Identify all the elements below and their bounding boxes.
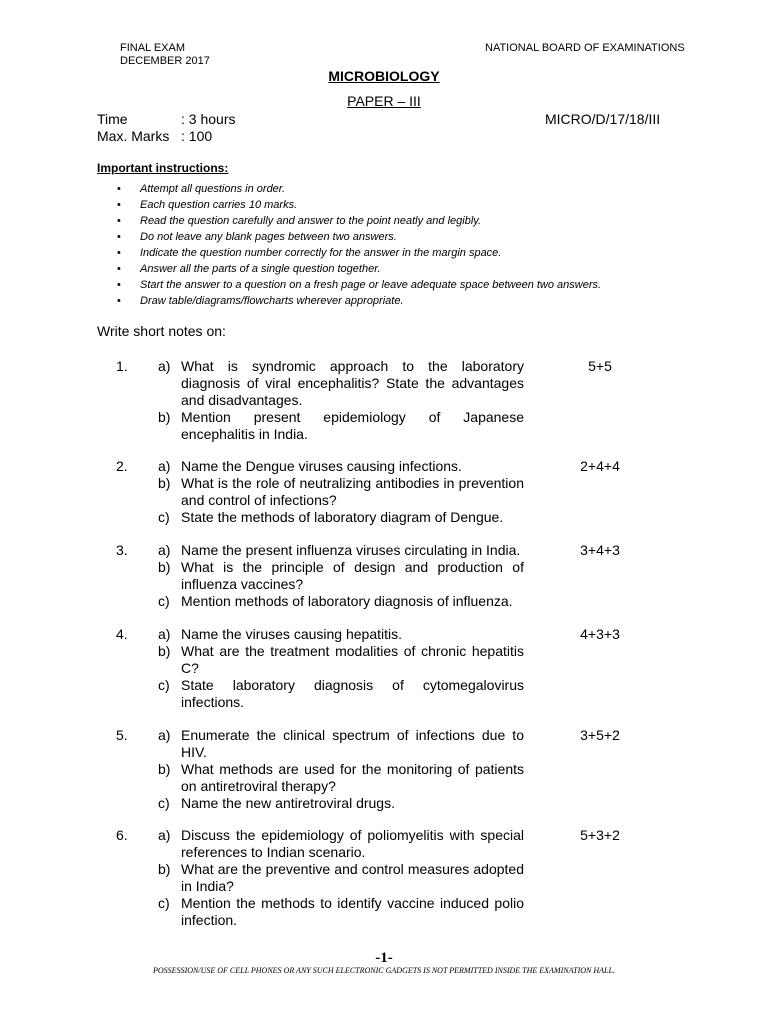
question-parts [158, 827, 524, 929]
time-label: Time [97, 111, 128, 127]
exam-session: DECEMBER 2017 [120, 55, 210, 67]
question-number: 3. [116, 542, 128, 558]
question-marks: 5+5 [588, 358, 612, 374]
bullet-icon: • [117, 199, 121, 211]
board-name: NATIONAL BOARD OF EXAMINATIONS [485, 42, 685, 54]
question-part: c) Mention methods of laboratory diagnosis of influenza. [158, 593, 513, 609]
question-part: a) Discuss the epidemiology of poliomyelitis with special references to Indian scenario. [158, 827, 524, 860]
question-number: 5. [116, 727, 128, 743]
bullet-icon: • [117, 183, 121, 195]
question-parts [158, 727, 524, 812]
question-part: a) Name the Dengue viruses causing infections. [158, 458, 462, 474]
exam-header-left [120, 42, 210, 68]
bullet-icon: • [117, 263, 121, 275]
question-number: 2. [116, 458, 128, 474]
question-marks: 3+5+2 [580, 727, 620, 743]
question-parts [158, 626, 524, 711]
question-part: b) Mention present epidemiology of Japanese encephalitis in India. [158, 409, 524, 442]
question-part: b) What are the treatment modalities of chronic hepatitis C? [158, 643, 524, 676]
bullet-icon: • [117, 231, 121, 243]
question-part: c) State the methods of laboratory diagram of Dengue. [158, 509, 504, 525]
bullet-icon: • [117, 215, 121, 227]
exam-meta [97, 111, 235, 145]
section-heading: Write short notes on: [97, 323, 226, 339]
question-part: b) What is the principle of design and production of influenza vaccines? [158, 559, 524, 592]
paper-title: PAPER – III [347, 93, 421, 109]
question-parts [158, 358, 524, 443]
question-part: c) State laboratory diagnosis of cytomegalovirus infections. [158, 677, 524, 710]
bullet-icon: • [117, 279, 121, 291]
instructions-title: Important instructions: [97, 161, 229, 175]
bullet-icon: • [117, 295, 121, 307]
question-marks: 3+4+3 [580, 542, 620, 558]
question-parts [158, 458, 524, 526]
time-value: : 3 hours [181, 111, 236, 127]
marks-value: : 100 [181, 128, 213, 144]
question-part: b) What methods are used for the monitoring of patients on antiretroviral therapy? [158, 761, 524, 794]
footer-notice: POSSESSION/USE OF CELL PHONES OR ANY SUCH ELECTRONIC GADGETS IS NOT PERMITTED INSIDE THE EXAMINATION HALL. [153, 966, 615, 975]
question-parts [158, 542, 524, 610]
page-number: -1- [375, 950, 393, 966]
bullet-icon: • [117, 247, 121, 259]
question-part: b) What is the role of neutralizing antibodies in prevention and control of infections? [158, 475, 524, 508]
question-part: c) Mention the methods to identify vaccine induced polio infection. [158, 895, 524, 928]
question-part: a) Enumerate the clinical spectrum of infections due to HIV. [158, 727, 524, 760]
question-number: 1. [116, 358, 128, 374]
question-marks: 2+4+4 [580, 458, 620, 474]
paper-code: MICRO/D/17/18/III [545, 111, 661, 127]
question-marks: 5+3+2 [580, 827, 620, 843]
question-part: c) Name the new antiretroviral drugs. [158, 795, 395, 811]
marks-label: Max. Marks [97, 128, 170, 144]
question-part: a) Name the viruses causing hepatitis. [158, 626, 402, 642]
question-part: b) What are the preventive and control measures adopted in India? [158, 861, 524, 894]
exam-title: FINAL EXAM [120, 42, 185, 54]
question-marks: 4+3+3 [580, 626, 620, 642]
question-part: a) What is syndromic approach to the laboratory diagnosis of viral encephalitis? State the advantages and disadvantages. [158, 358, 524, 408]
question-part: a) Name the present influenza viruses circulating in India. [158, 542, 521, 558]
subject-title: MICROBIOLOGY [328, 68, 440, 84]
question-number: 6. [116, 827, 128, 843]
question-number: 4. [116, 626, 128, 642]
